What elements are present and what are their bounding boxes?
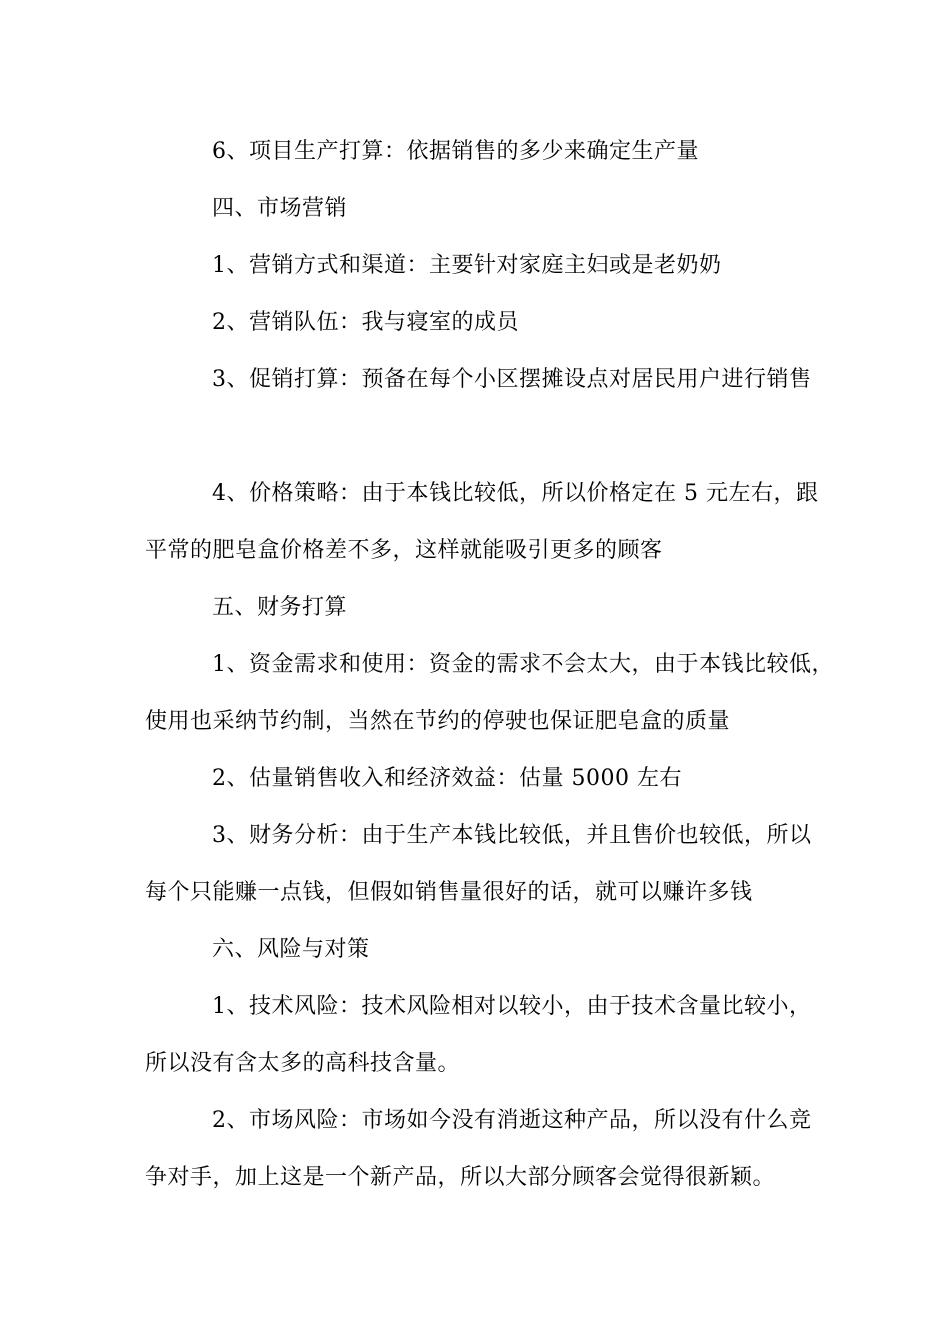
paragraph-line: 4、价格策略：由于本钱比较低，所以价格定在 5 元左右，跟 [212, 481, 819, 506]
paragraph-line: 2、营销队伍：我与寝室的成员 [212, 310, 519, 335]
paragraph-line: 3、促销打算：预备在每个小区摆摊设点对居民用户进行销售 [212, 367, 812, 392]
section-heading: 五、财务打算 [212, 595, 348, 620]
paragraph-line: 2、市场风险：市场如今没有消逝这种产品，所以没有什么竞 [212, 1108, 812, 1133]
paragraph-line: 1、资金需求和使用：资金的需求不会太大，由于本钱比较低， [212, 652, 834, 677]
paragraph-line: 1、营销方式和渠道：主要针对家庭主妇或是老奶奶 [212, 253, 722, 278]
paragraph-line: 3、财务分析：由于生产本钱比较低，并且售价也较低，所以 [212, 823, 812, 848]
section-heading: 四、市场营销 [212, 196, 348, 221]
paragraph-line: 争对手，加上这是一个新产品，所以大部分顾客会觉得很新颖。 [145, 1165, 776, 1190]
paragraph-line: 平常的肥皂盒价格差不多，这样就能吸引更多的顾客 [145, 538, 663, 563]
paragraph-line: 6、项目生产打算：依据销售的多少来确定生产量 [212, 139, 699, 164]
paragraph-line: 使用也采纳节约制，当然在节约的停驶也保证肥皂盒的质量 [145, 709, 731, 734]
paragraph-line: 1、技术风险：技术风险相对以较小，由于技术含量比较小， [212, 994, 812, 1019]
section-heading: 六、风险与对策 [212, 937, 370, 962]
paragraph-line: 2、估量销售收入和经济效益：估量 5000 左右 [212, 766, 682, 791]
paragraph-line: 所以没有含太多的高科技含量。 [145, 1051, 461, 1076]
paragraph-line: 每个只能赚一点钱，但假如销售量很好的话，就可以赚许多钱 [145, 880, 753, 905]
